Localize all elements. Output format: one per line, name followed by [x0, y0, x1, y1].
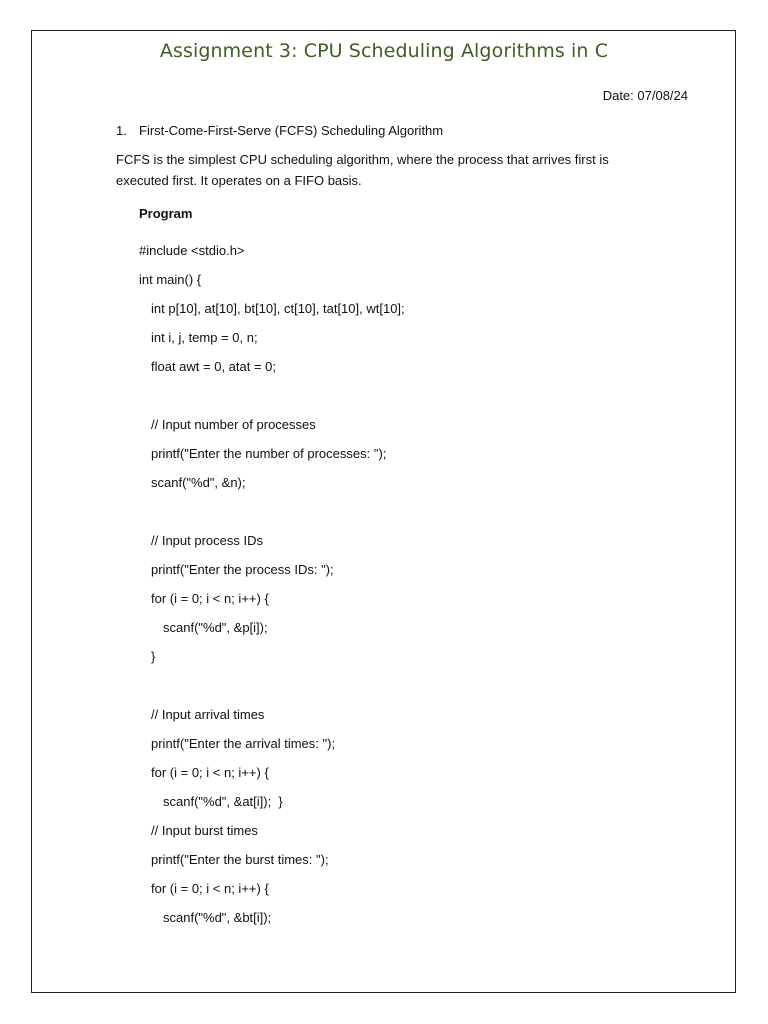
code-line: printf("Enter the process IDs: ");: [151, 562, 334, 577]
code-line: float awt = 0, atat = 0;: [151, 359, 277, 374]
section-number: 1.: [116, 123, 127, 138]
section-description: FCFS is the simplest CPU scheduling algorithm, where the process that arrives first is executed first. It operates on a FIFO basis.: [116, 152, 609, 188]
code-line: scanf("%d", &at[i]); }: [163, 794, 283, 809]
code-line: // Input process IDs: [151, 533, 263, 548]
section-heading: [116, 123, 443, 138]
code-line: scanf("%d", &bt[i]);: [163, 910, 272, 925]
section-heading-text: First-Come-First-Serve (FCFS) Scheduling Algorithm: [139, 123, 444, 138]
document-title: Assignment 3: CPU Scheduling Algorithms in C: [159, 40, 609, 62]
program-label: Program: [139, 206, 193, 221]
code-line: // Input arrival times: [151, 707, 265, 722]
code-line: }: [151, 649, 156, 664]
code-line: // Input burst times: [151, 823, 258, 838]
code-line: scanf("%d", &p[i]);: [163, 620, 268, 635]
code-line: printf("Enter the number of processes: ");: [151, 446, 387, 461]
code-line: printf("Enter the burst times: ");: [151, 852, 329, 867]
code-line: for (i = 0; i < n; i++) {: [151, 881, 269, 896]
code-line: #include <stdio.h>: [139, 243, 245, 258]
document-date: Date: 07/08/24: [602, 88, 688, 103]
code-line: printf("Enter the arrival times: ");: [151, 736, 336, 751]
code-line: scanf("%d", &n);: [151, 475, 246, 490]
code-line: for (i = 0; i < n; i++) {: [151, 765, 269, 780]
code-line: for (i = 0; i < n; i++) {: [151, 591, 269, 606]
code-line: int i, j, temp = 0, n;: [151, 330, 258, 345]
code-line: int p[10], at[10], bt[10], ct[10], tat[10], wt[10];: [151, 301, 405, 316]
code-line: int main() {: [139, 272, 202, 287]
code-line: // Input number of processes: [151, 417, 316, 432]
